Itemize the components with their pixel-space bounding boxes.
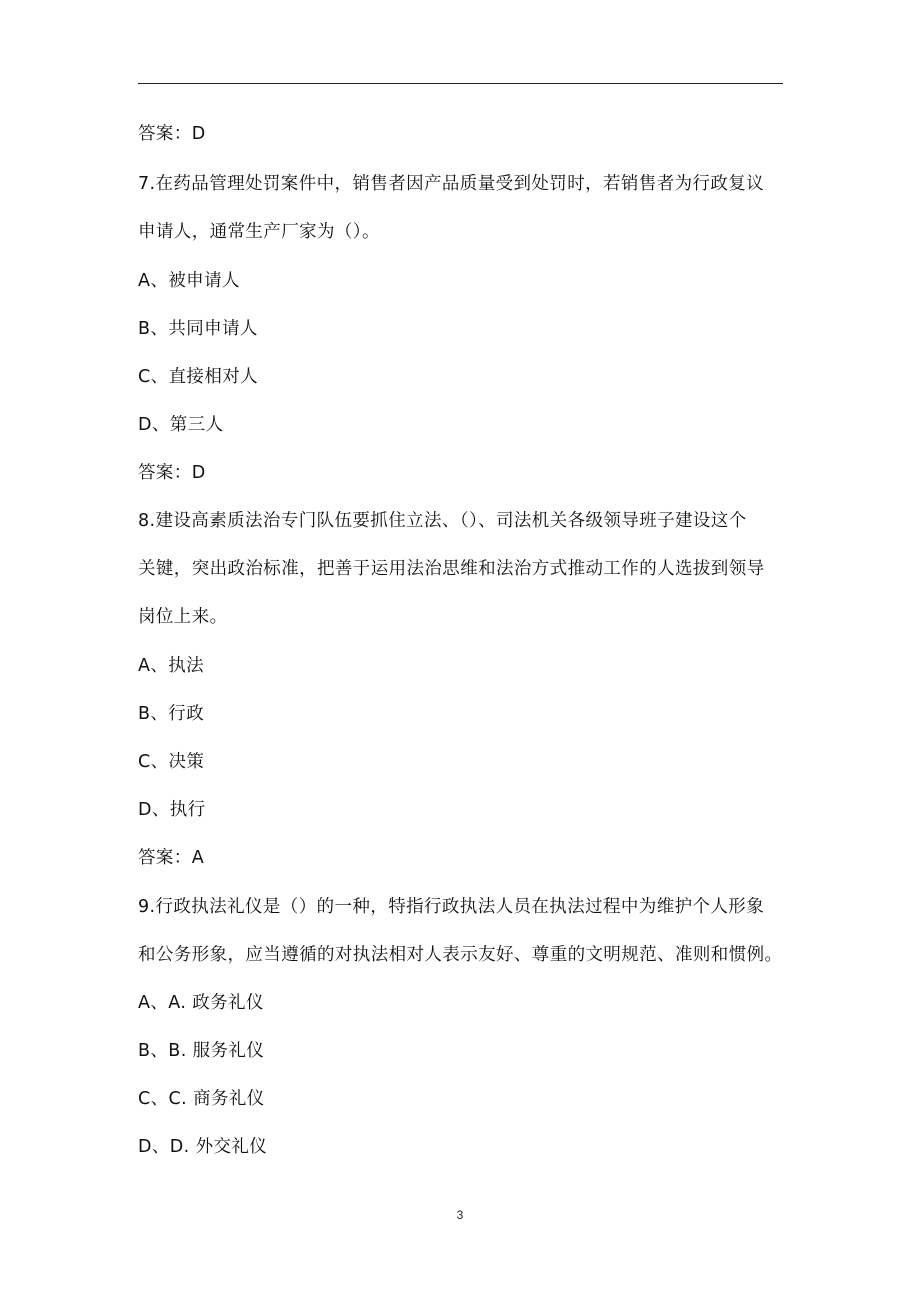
q9-line-2: 和公务形象，应当遵循的对执法相对人表示友好、尊重的文明规范、准则和惯例。 (138, 945, 783, 965)
q8-option-c: C、决策 (138, 752, 205, 772)
q7-option-c: C、直接相对人 (138, 367, 259, 387)
page-number: 3 (456, 1208, 464, 1222)
q7-option-b: B、共同申请人 (138, 319, 258, 339)
q8-option-b: B、行政 (138, 704, 205, 724)
q9-option-c: C、C. 商务礼仪 (138, 1089, 265, 1109)
q8-option-d: D、执行 (138, 800, 206, 820)
q7-line-1: 7.在药品管理处罚案件中，销售者因产品质量受到处罚时，若销售者为行政复议 (138, 174, 765, 194)
q8-line-2: 关键，突出政治标准，把善于运用法治思维和法治方式推动工作的人选拔到领导 (138, 559, 765, 579)
q9-line-1: 9.行政执法礼仪是（）的一种，特指行政执法人员在执法过程中为维护个人形象 (138, 897, 765, 917)
q7-option-a: A、被申请人 (138, 271, 240, 291)
q9-option-d: D、D. 外交礼仪 (138, 1137, 268, 1157)
q7-line-2: 申请人，通常生产厂家为（）。 (138, 222, 380, 242)
header-rule (138, 83, 783, 84)
q8-line-3: 岗位上来。 (138, 607, 228, 627)
q7-option-d: D、第三人 (138, 415, 224, 435)
q9-option-a: A、A. 政务礼仪 (138, 993, 264, 1013)
q7-answer: 答案：D (138, 463, 206, 483)
q8-line-1: 8.建设高素质法治专门队伍要抓住立法、（）、司法机关各级领导班子建设这个 (138, 511, 747, 531)
answer-prev: 答案：D (138, 124, 206, 144)
q9-option-b: B、B. 服务礼仪 (138, 1041, 265, 1061)
q8-option-a: A、执法 (138, 656, 205, 676)
q8-answer: 答案：A (138, 848, 205, 868)
